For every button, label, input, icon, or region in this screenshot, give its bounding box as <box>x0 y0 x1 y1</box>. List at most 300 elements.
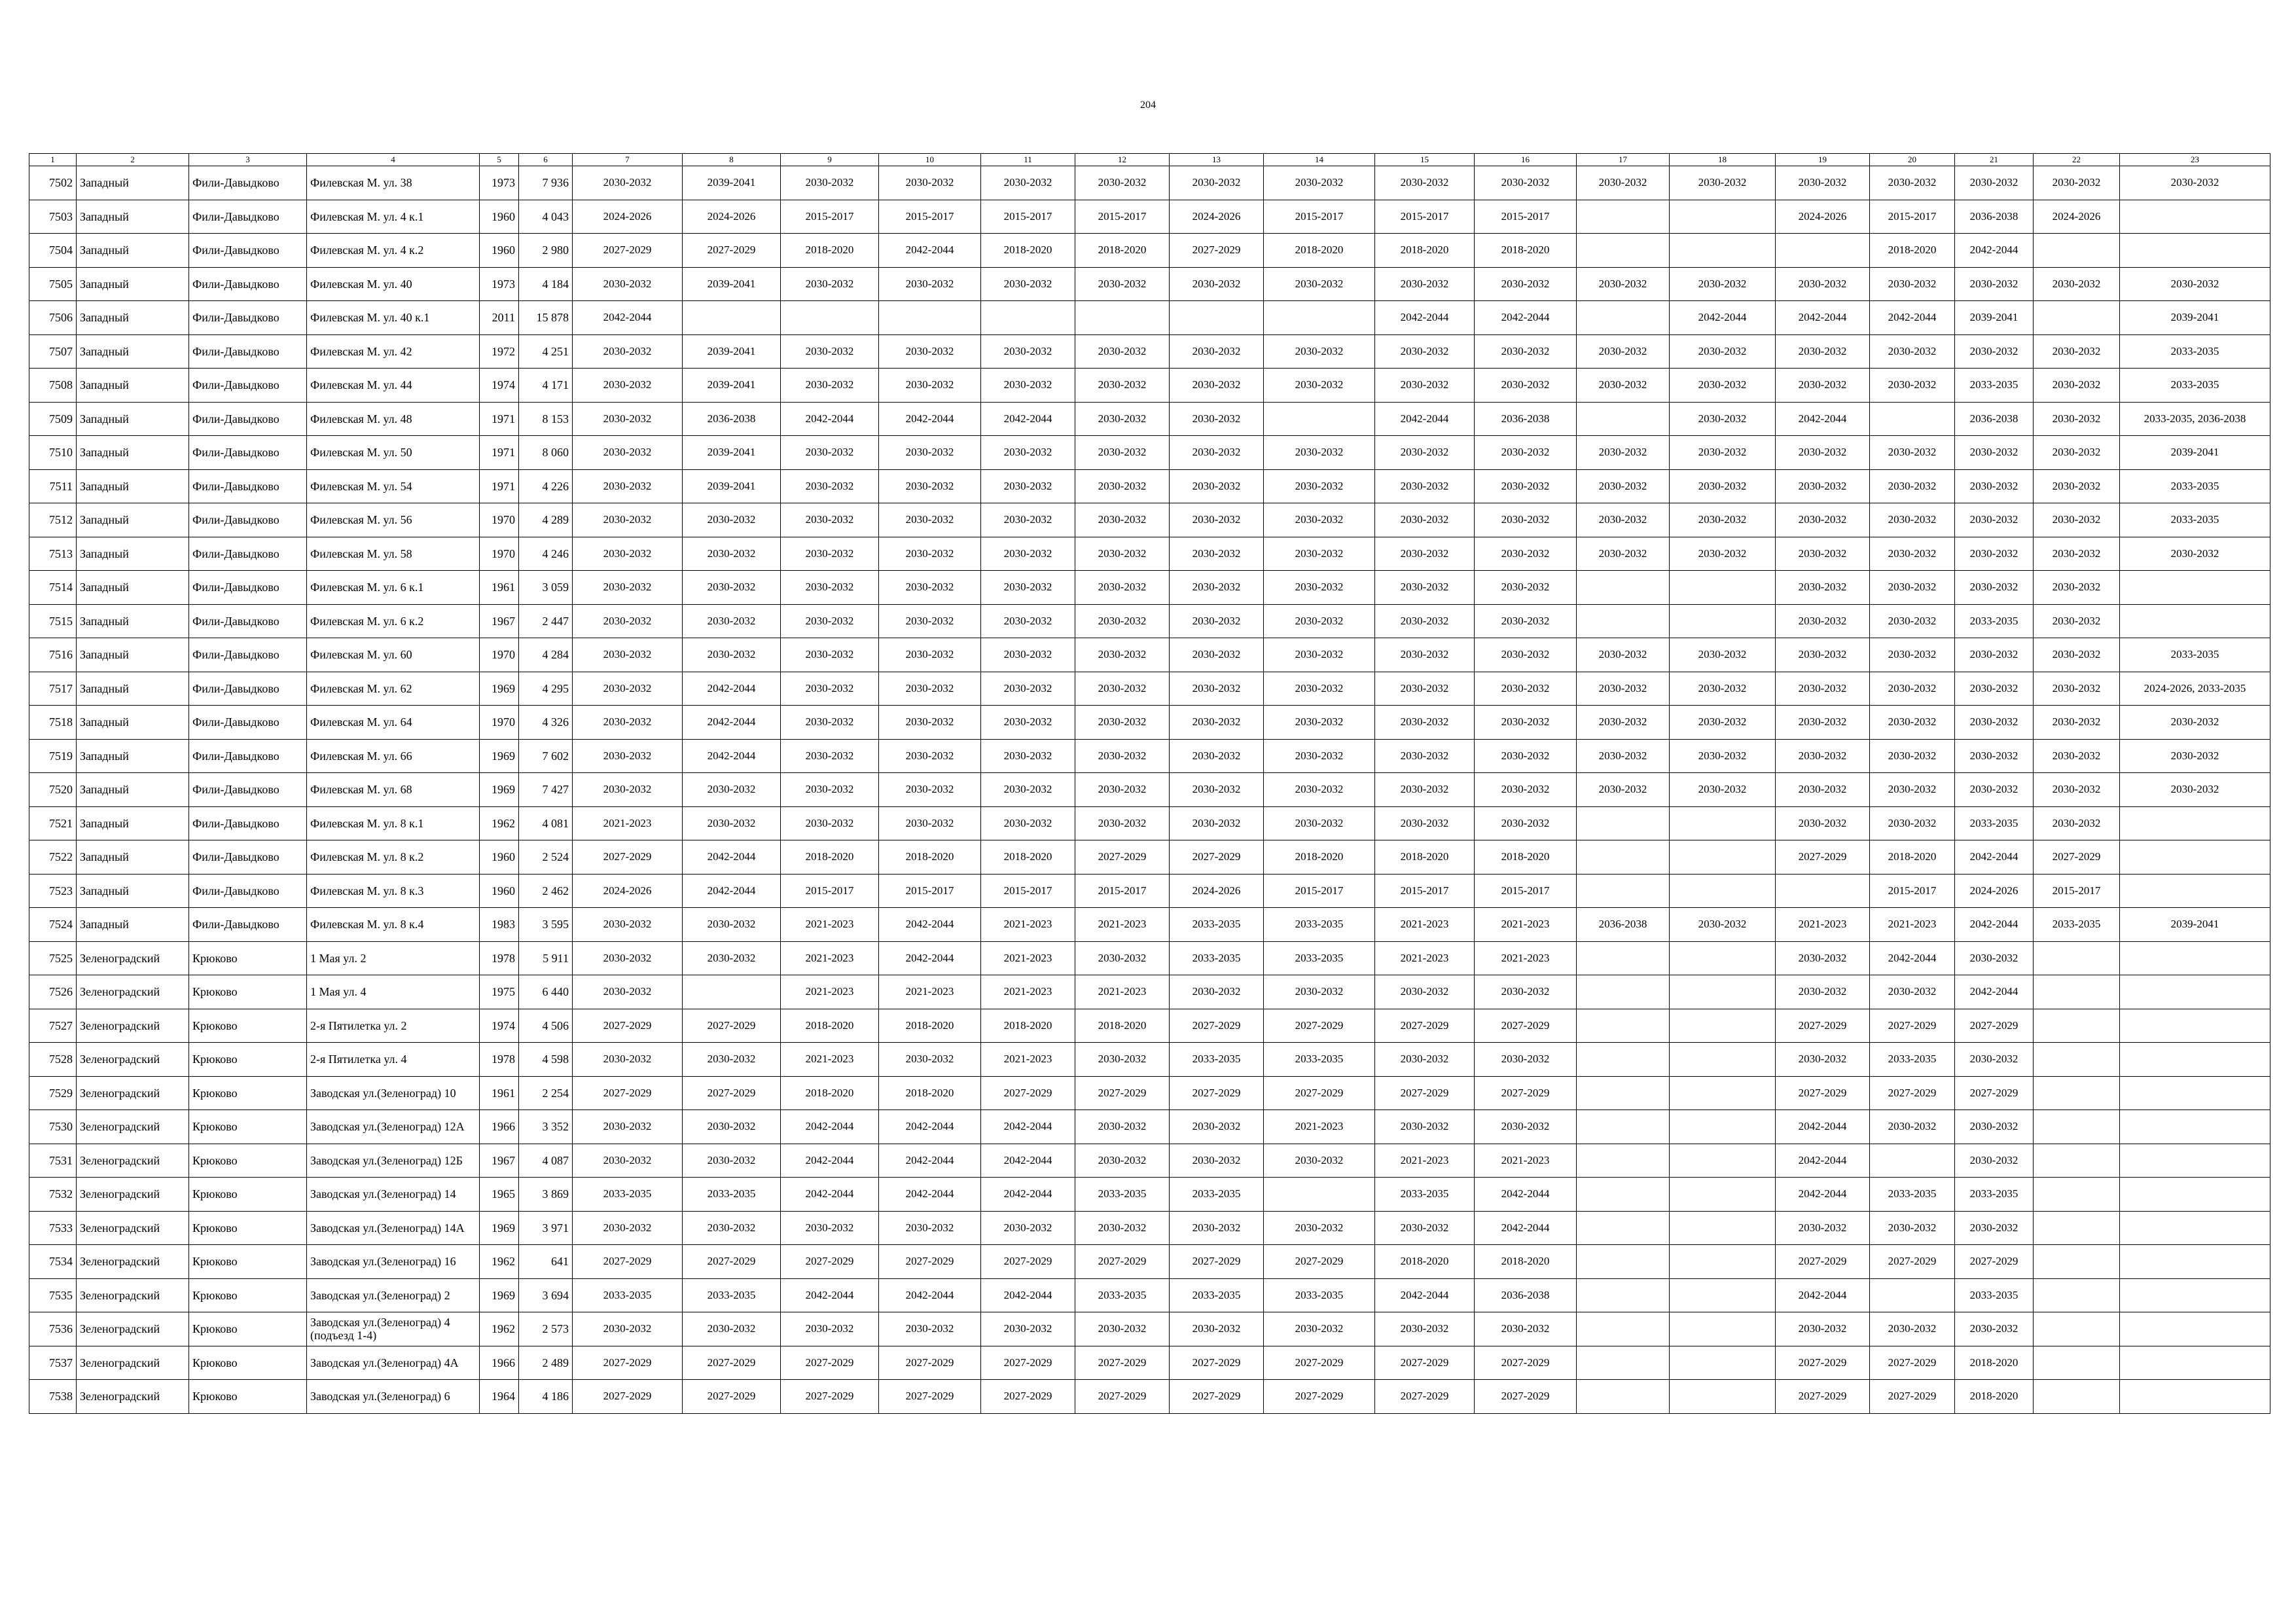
period-cell: 2027-2029 <box>1075 1380 1170 1414</box>
period-cell <box>1577 234 1670 268</box>
district-cell: Зеленоградский <box>77 1278 189 1312</box>
period-cell: 2030-2032 <box>573 571 683 605</box>
period-cell: 2030-2032 <box>879 334 981 369</box>
area-value-cell: 3 694 <box>519 1278 573 1312</box>
period-cell: 2015-2017 <box>1870 874 1955 908</box>
row-number-cell: 7525 <box>29 941 77 975</box>
period-cell: 2030-2032 <box>981 469 1075 503</box>
period-cell: 2027-2029 <box>1776 1009 1870 1043</box>
table-row <box>29 1312 2270 1346</box>
area-cell: Фили-Давыдково <box>189 503 307 537</box>
period-cell <box>1670 1211 1776 1245</box>
period-cell: 2030-2032 <box>981 267 1075 301</box>
year-cell: 2011 <box>480 301 519 335</box>
period-cell: 2033-2035 <box>1955 1278 2034 1312</box>
period-cell: 2030-2032 <box>1955 638 2034 672</box>
period-cell: 2024-2026 <box>573 200 683 234</box>
period-cell: 2030-2032 <box>2034 402 2120 436</box>
year-cell: 1970 <box>480 503 519 537</box>
period-cell: 2030-2032 <box>879 1211 981 1245</box>
period-cell: 2024-2026 <box>1170 874 1264 908</box>
period-cell: 2030-2032 <box>1577 166 1670 200</box>
period-cell: 2018-2020 <box>1955 1346 2034 1380</box>
period-cell: 2030-2032 <box>2034 571 2120 605</box>
period-cell: 2030-2032 <box>1170 166 1264 200</box>
period-cell: 2027-2029 <box>2034 840 2120 875</box>
period-cell: 2030-2032 <box>781 503 879 537</box>
period-cell: 2030-2032 <box>1170 706 1264 740</box>
district-cell: Западный <box>77 571 189 605</box>
period-cell: 2030-2032 <box>573 503 683 537</box>
period-cell <box>1075 301 1170 335</box>
period-cell: 2027-2029 <box>573 1076 683 1110</box>
period-cell: 2033-2035 <box>1170 941 1264 975</box>
period-cell <box>1670 1178 1776 1212</box>
table-row <box>29 874 2270 908</box>
period-cell: 2030-2032 <box>1475 503 1577 537</box>
period-cell <box>2120 941 2270 975</box>
period-cell: 2042-2044 <box>879 1144 981 1178</box>
year-cell: 1971 <box>480 469 519 503</box>
period-cell: 2015-2017 <box>1375 874 1475 908</box>
period-cell: 2030-2032 <box>1776 1211 1870 1245</box>
period-cell: 2030-2032 <box>1075 941 1170 975</box>
period-cell: 2033-2035 <box>2034 908 2120 942</box>
period-cell <box>2034 1245 2120 1279</box>
period-cell: 2030-2032 <box>1264 604 1375 638</box>
period-cell: 2030-2032 <box>683 941 781 975</box>
period-cell: 2030-2032 <box>1475 334 1577 369</box>
district-cell: Зеленоградский <box>77 1178 189 1212</box>
period-cell: 2030-2032 <box>573 1312 683 1346</box>
period-cell: 2042-2044 <box>879 941 981 975</box>
row-number-cell: 7515 <box>29 604 77 638</box>
period-cell: 2030-2032 <box>1577 672 1670 706</box>
period-cell: 2027-2029 <box>573 234 683 268</box>
year-cell: 1970 <box>480 537 519 571</box>
period-cell <box>2120 1009 2270 1043</box>
address-cell: Филевская М. ул. 8 к.4 <box>307 908 480 942</box>
period-cell: 2030-2032 <box>879 571 981 605</box>
area-value-cell: 2 573 <box>519 1312 573 1346</box>
column-number-header: 16 <box>1475 154 1577 166</box>
period-cell: 2042-2044 <box>879 234 981 268</box>
period-cell: 2027-2029 <box>1955 1245 2034 1279</box>
period-cell: 2030-2032 <box>1375 503 1475 537</box>
period-cell: 2015-2017 <box>1075 200 1170 234</box>
period-cell: 2018-2020 <box>1264 234 1375 268</box>
period-cell <box>1577 301 1670 335</box>
address-cell: Филевская М. ул. 58 <box>307 537 480 571</box>
area-value-cell: 4 246 <box>519 537 573 571</box>
period-cell: 2027-2029 <box>683 234 781 268</box>
period-cell: 2042-2044 <box>981 1278 1075 1312</box>
period-cell: 2027-2029 <box>573 1380 683 1414</box>
period-cell: 2030-2032 <box>1264 267 1375 301</box>
period-cell: 2021-2023 <box>1475 908 1577 942</box>
period-cell: 2030-2032 <box>1264 706 1375 740</box>
period-cell: 2042-2044 <box>1776 301 1870 335</box>
address-cell: Филевская М. ул. 42 <box>307 334 480 369</box>
period-cell: 2030-2032 <box>2034 334 2120 369</box>
period-cell: 2030-2032 <box>981 334 1075 369</box>
period-cell: 2042-2044 <box>981 1144 1075 1178</box>
period-cell: 2030-2032 <box>781 267 879 301</box>
area-cell: Фили-Давыдково <box>189 672 307 706</box>
period-cell: 2030-2032 <box>981 166 1075 200</box>
year-cell: 1973 <box>480 166 519 200</box>
area-value-cell: 4 295 <box>519 672 573 706</box>
period-cell: 2030-2032 <box>781 571 879 605</box>
period-cell: 2030-2032 <box>1264 1211 1375 1245</box>
table-row <box>29 402 2270 436</box>
period-cell: 2030-2032 <box>683 571 781 605</box>
period-cell: 2027-2029 <box>573 840 683 875</box>
period-cell: 2039-2041 <box>1955 301 2034 335</box>
area-value-cell: 3 971 <box>519 1211 573 1245</box>
column-number-header: 1 <box>29 154 77 166</box>
period-cell: 2030-2032 <box>1955 1043 2034 1077</box>
period-cell: 2030-2032 <box>1475 1312 1577 1346</box>
period-cell: 2030-2032 <box>1375 1043 1475 1077</box>
period-cell: 2042-2044 <box>683 706 781 740</box>
area-cell: Фили-Давыдково <box>189 402 307 436</box>
period-cell: 2030-2032 <box>1475 706 1577 740</box>
area-cell: Фили-Давыдково <box>189 200 307 234</box>
period-cell <box>1670 941 1776 975</box>
period-cell: 2030-2032 <box>781 436 879 470</box>
period-cell: 2030-2032 <box>1075 1043 1170 1077</box>
period-cell: 2027-2029 <box>683 1380 781 1414</box>
row-number-cell: 7509 <box>29 402 77 436</box>
period-cell: 2015-2017 <box>1264 200 1375 234</box>
period-cell: 2042-2044 <box>781 1278 879 1312</box>
period-cell <box>1264 402 1375 436</box>
year-cell: 1970 <box>480 638 519 672</box>
period-cell: 2030-2032 <box>1870 1110 1955 1144</box>
period-cell: 2030-2032 <box>1375 1110 1475 1144</box>
column-number-header: 4 <box>307 154 480 166</box>
column-number-header: 23 <box>2120 154 2270 166</box>
period-cell: 2030-2032 <box>1670 436 1776 470</box>
district-cell: Зеленоградский <box>77 1009 189 1043</box>
area-cell: Фили-Давыдково <box>189 773 307 807</box>
period-cell <box>2034 1076 2120 1110</box>
period-cell: 2030-2032 <box>1955 537 2034 571</box>
table-row <box>29 604 2270 638</box>
period-cell: 2024-2026 <box>573 874 683 908</box>
table-row <box>29 334 2270 369</box>
period-cell: 2030-2032 <box>683 908 781 942</box>
area-cell: Крюково <box>189 1211 307 1245</box>
period-cell <box>1577 571 1670 605</box>
schedule-table-container <box>29 153 2270 1414</box>
period-cell <box>1577 806 1670 840</box>
district-cell: Зеленоградский <box>77 941 189 975</box>
period-cell: 2030-2032 <box>1170 672 1264 706</box>
area-value-cell: 4 081 <box>519 806 573 840</box>
period-cell: 2030-2032 <box>1776 334 1870 369</box>
period-cell <box>981 301 1075 335</box>
period-cell: 2030-2032 <box>1375 166 1475 200</box>
period-cell: 2030-2032 <box>573 941 683 975</box>
area-value-cell: 5 911 <box>519 941 573 975</box>
period-cell: 2030-2032 <box>573 604 683 638</box>
period-cell: 2030-2032 <box>683 1043 781 1077</box>
period-cell <box>1264 301 1375 335</box>
period-cell <box>2120 1043 2270 1077</box>
period-cell <box>2034 1346 2120 1380</box>
row-number-cell: 7502 <box>29 166 77 200</box>
period-cell: 2030-2032 <box>2034 369 2120 403</box>
period-cell: 2030-2032 <box>1870 1312 1955 1346</box>
period-cell: 2030-2032 <box>981 739 1075 773</box>
period-cell: 2033-2035 <box>2120 334 2270 369</box>
period-cell: 2027-2029 <box>1955 1009 2034 1043</box>
period-cell: 2030-2032 <box>1264 1312 1375 1346</box>
period-cell: 2042-2044 <box>683 672 781 706</box>
period-cell: 2030-2032 <box>1577 537 1670 571</box>
district-cell: Западный <box>77 334 189 369</box>
period-cell: 2027-2029 <box>1075 840 1170 875</box>
area-value-cell: 4 598 <box>519 1043 573 1077</box>
row-number-cell: 7514 <box>29 571 77 605</box>
district-cell: Западный <box>77 874 189 908</box>
period-cell: 2030-2032 <box>1375 604 1475 638</box>
period-cell: 2030-2032 <box>573 1110 683 1144</box>
period-cell: 2036-2038 <box>1475 1278 1577 1312</box>
table-row <box>29 1178 2270 1212</box>
table-row <box>29 1009 2270 1043</box>
area-value-cell: 4 326 <box>519 706 573 740</box>
period-cell: 2027-2029 <box>1264 1346 1375 1380</box>
period-cell: 2030-2032 <box>1475 1043 1577 1077</box>
period-cell: 2018-2020 <box>1375 1245 1475 1279</box>
address-cell: Филевская М. ул. 62 <box>307 672 480 706</box>
period-cell: 2042-2044 <box>683 874 781 908</box>
period-cell: 2027-2029 <box>781 1346 879 1380</box>
period-cell: 2021-2023 <box>1375 908 1475 942</box>
period-cell: 2030-2032 <box>879 706 981 740</box>
year-cell: 1962 <box>480 1312 519 1346</box>
period-cell: 2021-2023 <box>781 908 879 942</box>
period-cell: 2030-2032 <box>1475 166 1577 200</box>
period-cell <box>1670 840 1776 875</box>
period-cell: 2030-2032 <box>1776 706 1870 740</box>
period-cell: 2030-2032 <box>573 773 683 807</box>
period-cell: 2030-2032 <box>1955 1144 2034 1178</box>
period-cell: 2030-2032 <box>1475 469 1577 503</box>
period-cell: 2030-2032 <box>1264 571 1375 605</box>
period-cell: 2030-2032 <box>1375 739 1475 773</box>
period-cell: 2018-2020 <box>1870 234 1955 268</box>
period-cell: 2030-2032 <box>1264 334 1375 369</box>
row-number-cell: 7531 <box>29 1144 77 1178</box>
period-cell <box>1170 301 1264 335</box>
period-cell: 2027-2029 <box>1075 1076 1170 1110</box>
period-cell: 2030-2032 <box>1075 537 1170 571</box>
district-cell: Зеленоградский <box>77 1380 189 1414</box>
period-cell: 2039-2041 <box>2120 908 2270 942</box>
period-cell: 2033-2035 <box>573 1278 683 1312</box>
period-cell: 2030-2032 <box>1264 369 1375 403</box>
period-cell: 2042-2044 <box>1475 1178 1577 1212</box>
area-cell: Фили-Давыдково <box>189 234 307 268</box>
period-cell: 2030-2032 <box>1475 739 1577 773</box>
district-cell: Зеленоградский <box>77 1245 189 1279</box>
address-cell: Филевская М. ул. 8 к.3 <box>307 874 480 908</box>
district-cell: Зеленоградский <box>77 1144 189 1178</box>
period-cell: 2042-2044 <box>1776 1110 1870 1144</box>
period-cell: 2030-2032 <box>781 469 879 503</box>
period-cell: 2030-2032 <box>1670 739 1776 773</box>
period-cell: 2033-2035 <box>573 1178 683 1212</box>
period-cell: 2042-2044 <box>1955 840 2034 875</box>
area-cell: Крюково <box>189 1346 307 1380</box>
period-cell: 2018-2020 <box>879 1076 981 1110</box>
period-cell: 2021-2023 <box>1375 1144 1475 1178</box>
page-number: 204 <box>1140 99 1156 111</box>
address-cell: Филевская М. ул. 68 <box>307 773 480 807</box>
address-cell: Филевская М. ул. 44 <box>307 369 480 403</box>
period-cell: 2030-2032 <box>1075 571 1170 605</box>
period-cell: 2030-2032 <box>1870 537 1955 571</box>
column-number-header: 5 <box>480 154 519 166</box>
period-cell: 2021-2023 <box>981 908 1075 942</box>
period-cell <box>2034 1144 2120 1178</box>
table-row <box>29 773 2270 807</box>
period-cell: 2027-2029 <box>1170 234 1264 268</box>
period-cell: 2030-2032 <box>573 537 683 571</box>
period-cell: 2033-2035 <box>1955 369 2034 403</box>
period-cell: 2039-2041 <box>2120 436 2270 470</box>
period-cell: 2030-2032 <box>1264 773 1375 807</box>
period-cell: 2030-2032 <box>683 1110 781 1144</box>
period-cell: 2030-2032 <box>1075 436 1170 470</box>
period-cell: 2042-2044 <box>1375 402 1475 436</box>
period-cell: 2021-2023 <box>781 941 879 975</box>
period-cell <box>2120 806 2270 840</box>
period-cell: 2030-2032 <box>1475 638 1577 672</box>
period-cell: 2030-2032 <box>1776 604 1870 638</box>
period-cell: 2042-2044 <box>879 1110 981 1144</box>
year-cell: 1971 <box>480 402 519 436</box>
period-cell <box>1670 1076 1776 1110</box>
year-cell: 1960 <box>480 234 519 268</box>
column-number-header: 8 <box>683 154 781 166</box>
period-cell: 2027-2029 <box>981 1346 1075 1380</box>
period-cell: 2030-2032 <box>1776 941 1870 975</box>
year-cell: 1969 <box>480 1278 519 1312</box>
row-number-cell: 7524 <box>29 908 77 942</box>
period-cell: 2027-2029 <box>573 1245 683 1279</box>
year-cell: 1960 <box>480 200 519 234</box>
column-number-header: 15 <box>1375 154 1475 166</box>
area-value-cell: 4 506 <box>519 1009 573 1043</box>
period-cell: 2027-2029 <box>981 1380 1075 1414</box>
area-cell: Фили-Давыдково <box>189 806 307 840</box>
period-cell: 2027-2029 <box>1475 1076 1577 1110</box>
period-cell: 2024-2026 <box>1170 200 1264 234</box>
period-cell: 2039-2041 <box>683 369 781 403</box>
period-cell: 2027-2029 <box>1776 840 1870 875</box>
year-cell: 1978 <box>480 1043 519 1077</box>
period-cell <box>879 301 981 335</box>
column-number-header: 11 <box>981 154 1075 166</box>
period-cell: 2030-2032 <box>1375 369 1475 403</box>
period-cell: 2030-2032 <box>1776 166 1870 200</box>
period-cell: 2033-2035 <box>2120 469 2270 503</box>
period-cell: 2027-2029 <box>1870 1009 1955 1043</box>
row-number-cell: 7533 <box>29 1211 77 1245</box>
period-cell <box>2120 1346 2270 1380</box>
row-number-cell: 7513 <box>29 537 77 571</box>
period-cell: 2021-2023 <box>1870 908 1955 942</box>
period-cell: 2030-2032 <box>1670 537 1776 571</box>
area-cell: Крюково <box>189 1043 307 1077</box>
period-cell <box>1577 941 1670 975</box>
period-cell: 2027-2029 <box>1475 1346 1577 1380</box>
period-cell <box>1670 1110 1776 1144</box>
row-number-cell: 7520 <box>29 773 77 807</box>
period-cell: 2033-2035 <box>1170 1278 1264 1312</box>
area-cell: Крюково <box>189 1076 307 1110</box>
period-cell <box>2120 874 2270 908</box>
period-cell: 2030-2032 <box>1475 604 1577 638</box>
period-cell <box>1670 1009 1776 1043</box>
period-cell: 2030-2032 <box>1670 469 1776 503</box>
period-cell: 2024-2026 <box>2034 200 2120 234</box>
period-cell: 2030-2032 <box>1955 571 2034 605</box>
period-cell: 2042-2044 <box>1475 301 1577 335</box>
period-cell: 2030-2032 <box>781 739 879 773</box>
period-cell: 2030-2032 <box>1075 1312 1170 1346</box>
period-cell: 2030-2032 <box>1375 571 1475 605</box>
period-cell: 2030-2032 <box>1075 1144 1170 1178</box>
period-cell: 2030-2032 <box>1375 773 1475 807</box>
year-cell: 1967 <box>480 1144 519 1178</box>
address-cell: Филевская М. ул. 6 к.1 <box>307 571 480 605</box>
period-cell: 2015-2017 <box>879 200 981 234</box>
period-cell: 2030-2032 <box>879 1043 981 1077</box>
column-number-header: 10 <box>879 154 981 166</box>
period-cell <box>2034 1211 2120 1245</box>
period-cell <box>2034 1312 2120 1346</box>
year-cell: 1967 <box>480 604 519 638</box>
area-value-cell: 3 059 <box>519 571 573 605</box>
period-cell: 2030-2032 <box>573 672 683 706</box>
period-cell: 2030-2032 <box>1475 571 1577 605</box>
period-cell: 2033-2035 <box>1264 941 1375 975</box>
period-cell: 2018-2020 <box>1475 234 1577 268</box>
period-cell: 2024-2026, 2033-2035 <box>2120 672 2270 706</box>
district-cell: Зеленоградский <box>77 1211 189 1245</box>
period-cell: 2030-2032 <box>1870 369 1955 403</box>
period-cell: 2030-2032 <box>1670 672 1776 706</box>
table-row <box>29 1278 2270 1312</box>
period-cell: 2024-2026 <box>1955 874 2034 908</box>
period-cell: 2030-2032 <box>1577 267 1670 301</box>
period-cell: 2033-2035 <box>1170 1178 1264 1212</box>
area-cell: Крюково <box>189 1380 307 1414</box>
period-cell <box>1577 604 1670 638</box>
area-value-cell: 3 352 <box>519 1110 573 1144</box>
period-cell: 2033-2035 <box>1264 1043 1375 1077</box>
year-cell: 1966 <box>480 1346 519 1380</box>
address-cell: 1 Мая ул. 2 <box>307 941 480 975</box>
period-cell <box>1870 1144 1955 1178</box>
period-cell: 2030-2032 <box>879 503 981 537</box>
